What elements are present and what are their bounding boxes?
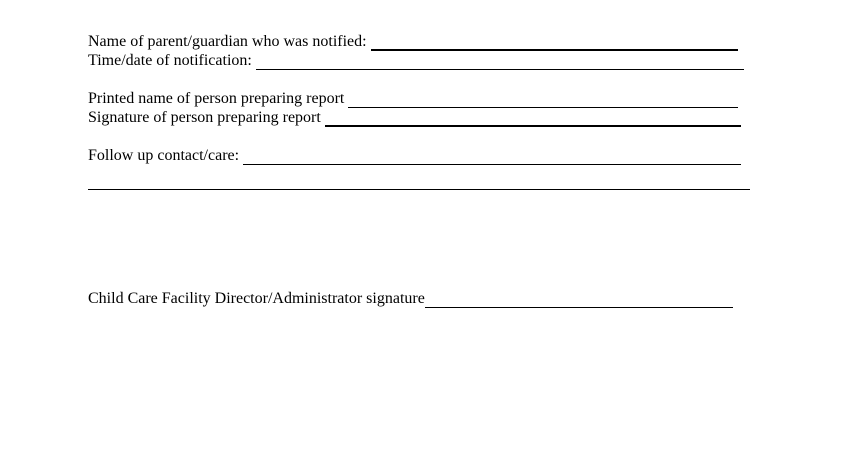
notification-time-row [88, 51, 744, 70]
follow-up-row [88, 146, 741, 165]
notification-time-field[interactable] [256, 54, 744, 70]
director-signature-label: Child Care Facility Director/Administrator signature [88, 290, 425, 307]
director-signature-row [88, 289, 733, 308]
follow-up-field[interactable] [243, 149, 741, 165]
parent-notified-field[interactable] [371, 35, 738, 51]
director-signature-field[interactable] [425, 292, 733, 308]
parent-notified-row [88, 32, 738, 51]
notification-time-label: Time/date of notification: [88, 52, 252, 69]
preparer-signature-label: Signature of person preparing report [88, 109, 321, 126]
parent-notified-label: Name of parent/guardian who was notified: [88, 33, 367, 50]
preparer-name-label: Printed name of person preparing report [88, 90, 345, 107]
follow-up-label: Follow up contact/care: [88, 147, 240, 164]
preparer-signature-field[interactable] [325, 111, 741, 127]
follow-up-continuation-line[interactable] [88, 189, 750, 190]
preparer-name-field[interactable] [348, 92, 738, 108]
preparer-name-row [88, 89, 738, 108]
preparer-signature-row [88, 108, 741, 127]
